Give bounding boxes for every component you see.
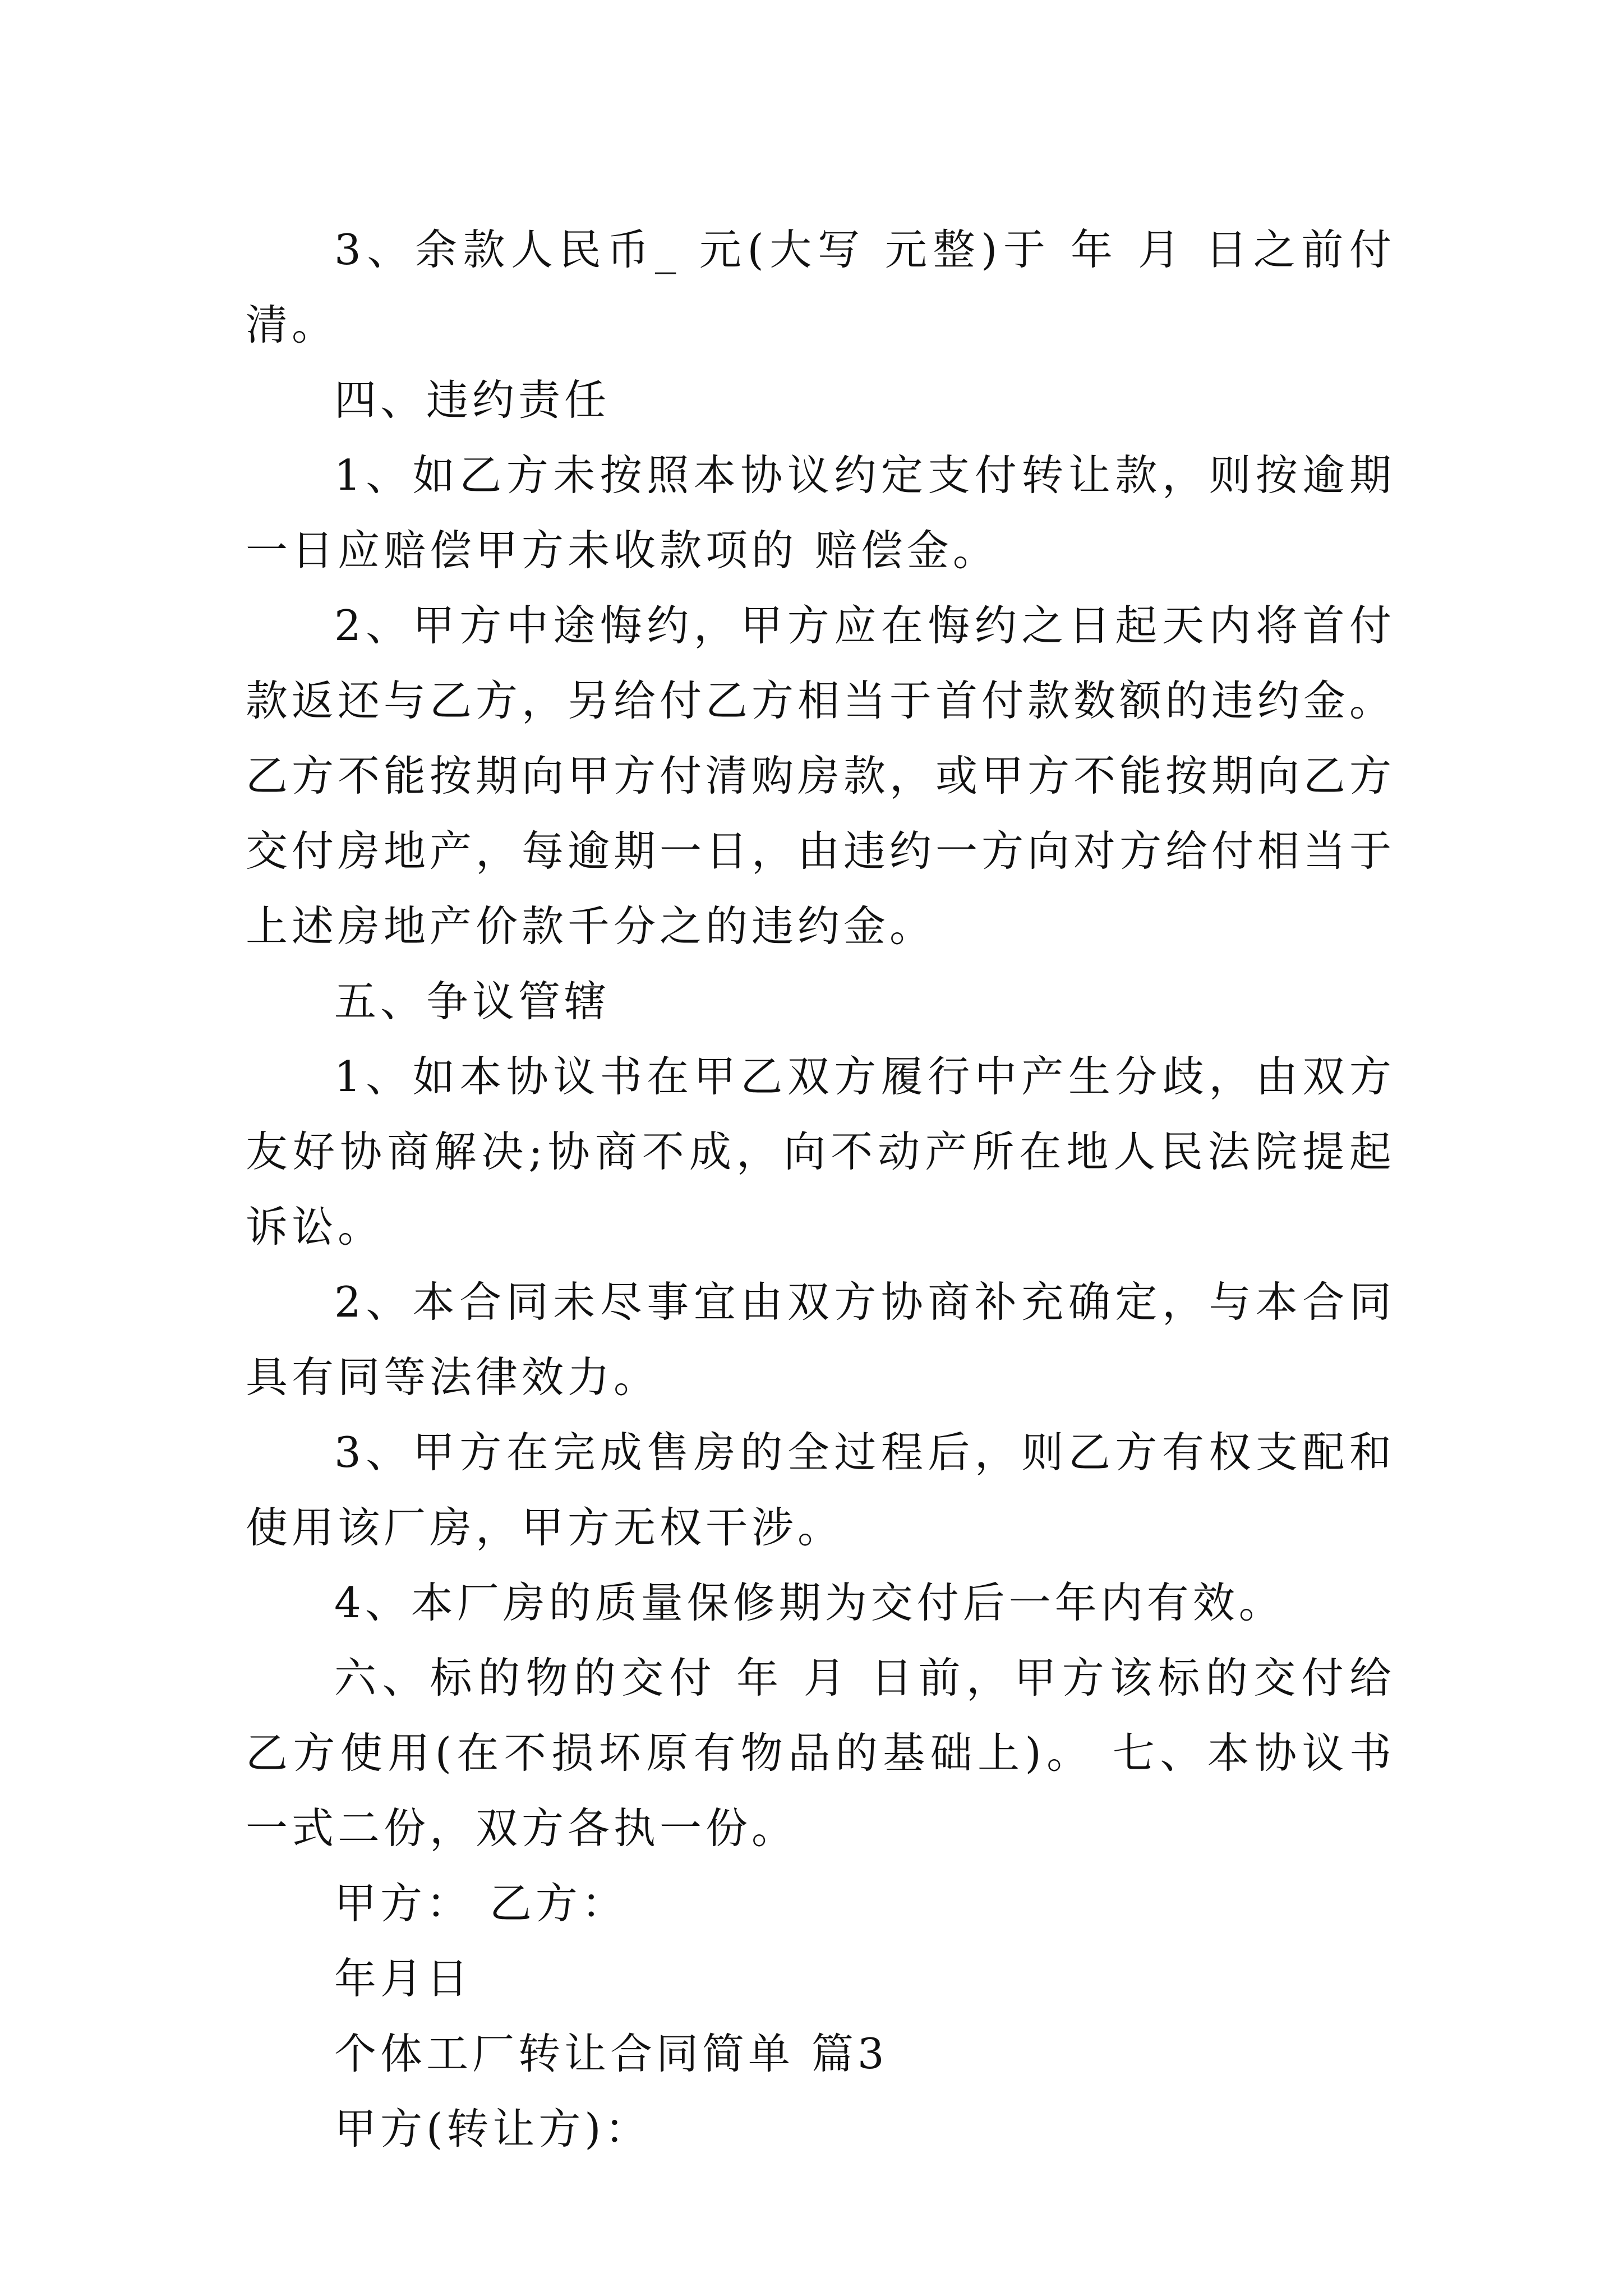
signature-date: 年月日	[334, 1954, 473, 2003]
paragraph-balance-payment: 3、余款人民币_ 元(大写 元整)于 年 月 日之前付清。	[246, 225, 1395, 349]
paragraph-dispute-4: 4、本厂房的质量保修期为交付后一年内有效。	[334, 1578, 1285, 1627]
paragraph-dispute-1: 1、如本协议书在甲乙双方履行中产生分歧，由双方友好协商解决;协商不成，向不动产所在地人民法院提起诉讼。	[246, 1052, 1395, 1251]
party-a-label: 甲方(转让方)：	[334, 2104, 651, 2154]
paragraph-breach-1: 1、如乙方未按照本协议约定支付转让款，则按逾期一日应赔偿甲方未收款项的 赔偿金。	[246, 450, 1395, 575]
paragraph-dispute-2: 2、本合同未尽事宜由双方协商补充确定，与本合同具有同等法律效力。	[246, 1277, 1395, 1402]
paragraph-delivery: 六、标的物的交付 年 月 日前，甲方该标的交付给乙方使用(在不损坏原有物品的基础上)。 七、本协议书一式二份，双方各执一份。	[246, 1653, 1395, 1853]
section-heading-dispute: 五、争议管辖	[334, 977, 611, 1026]
document-body	[246, 212, 1395, 2166]
signature-parties: 甲方： 乙方：	[334, 1879, 628, 1928]
paragraph-dispute-3: 3、甲方在完成售房的全过程后，则乙方有权支配和使用该厂房，甲方无权干涉。	[246, 1428, 1395, 1552]
section-heading-breach: 四、违约责任	[334, 375, 611, 425]
paragraph-breach-2: 2、甲方中途悔约，甲方应在悔约之日起天内将首付款返还与乙方，另给付乙方相当于首付款数额的违约金。乙方不能按期向甲方付清购房款，或甲方不能按期向乙方交付房地产，每逾期一日，由违约一方向对方给付相当于上述房地产价款千分之的违约金。	[246, 601, 1396, 951]
contract-title: 个体工厂转让合同简单 篇3	[334, 2029, 888, 2078]
